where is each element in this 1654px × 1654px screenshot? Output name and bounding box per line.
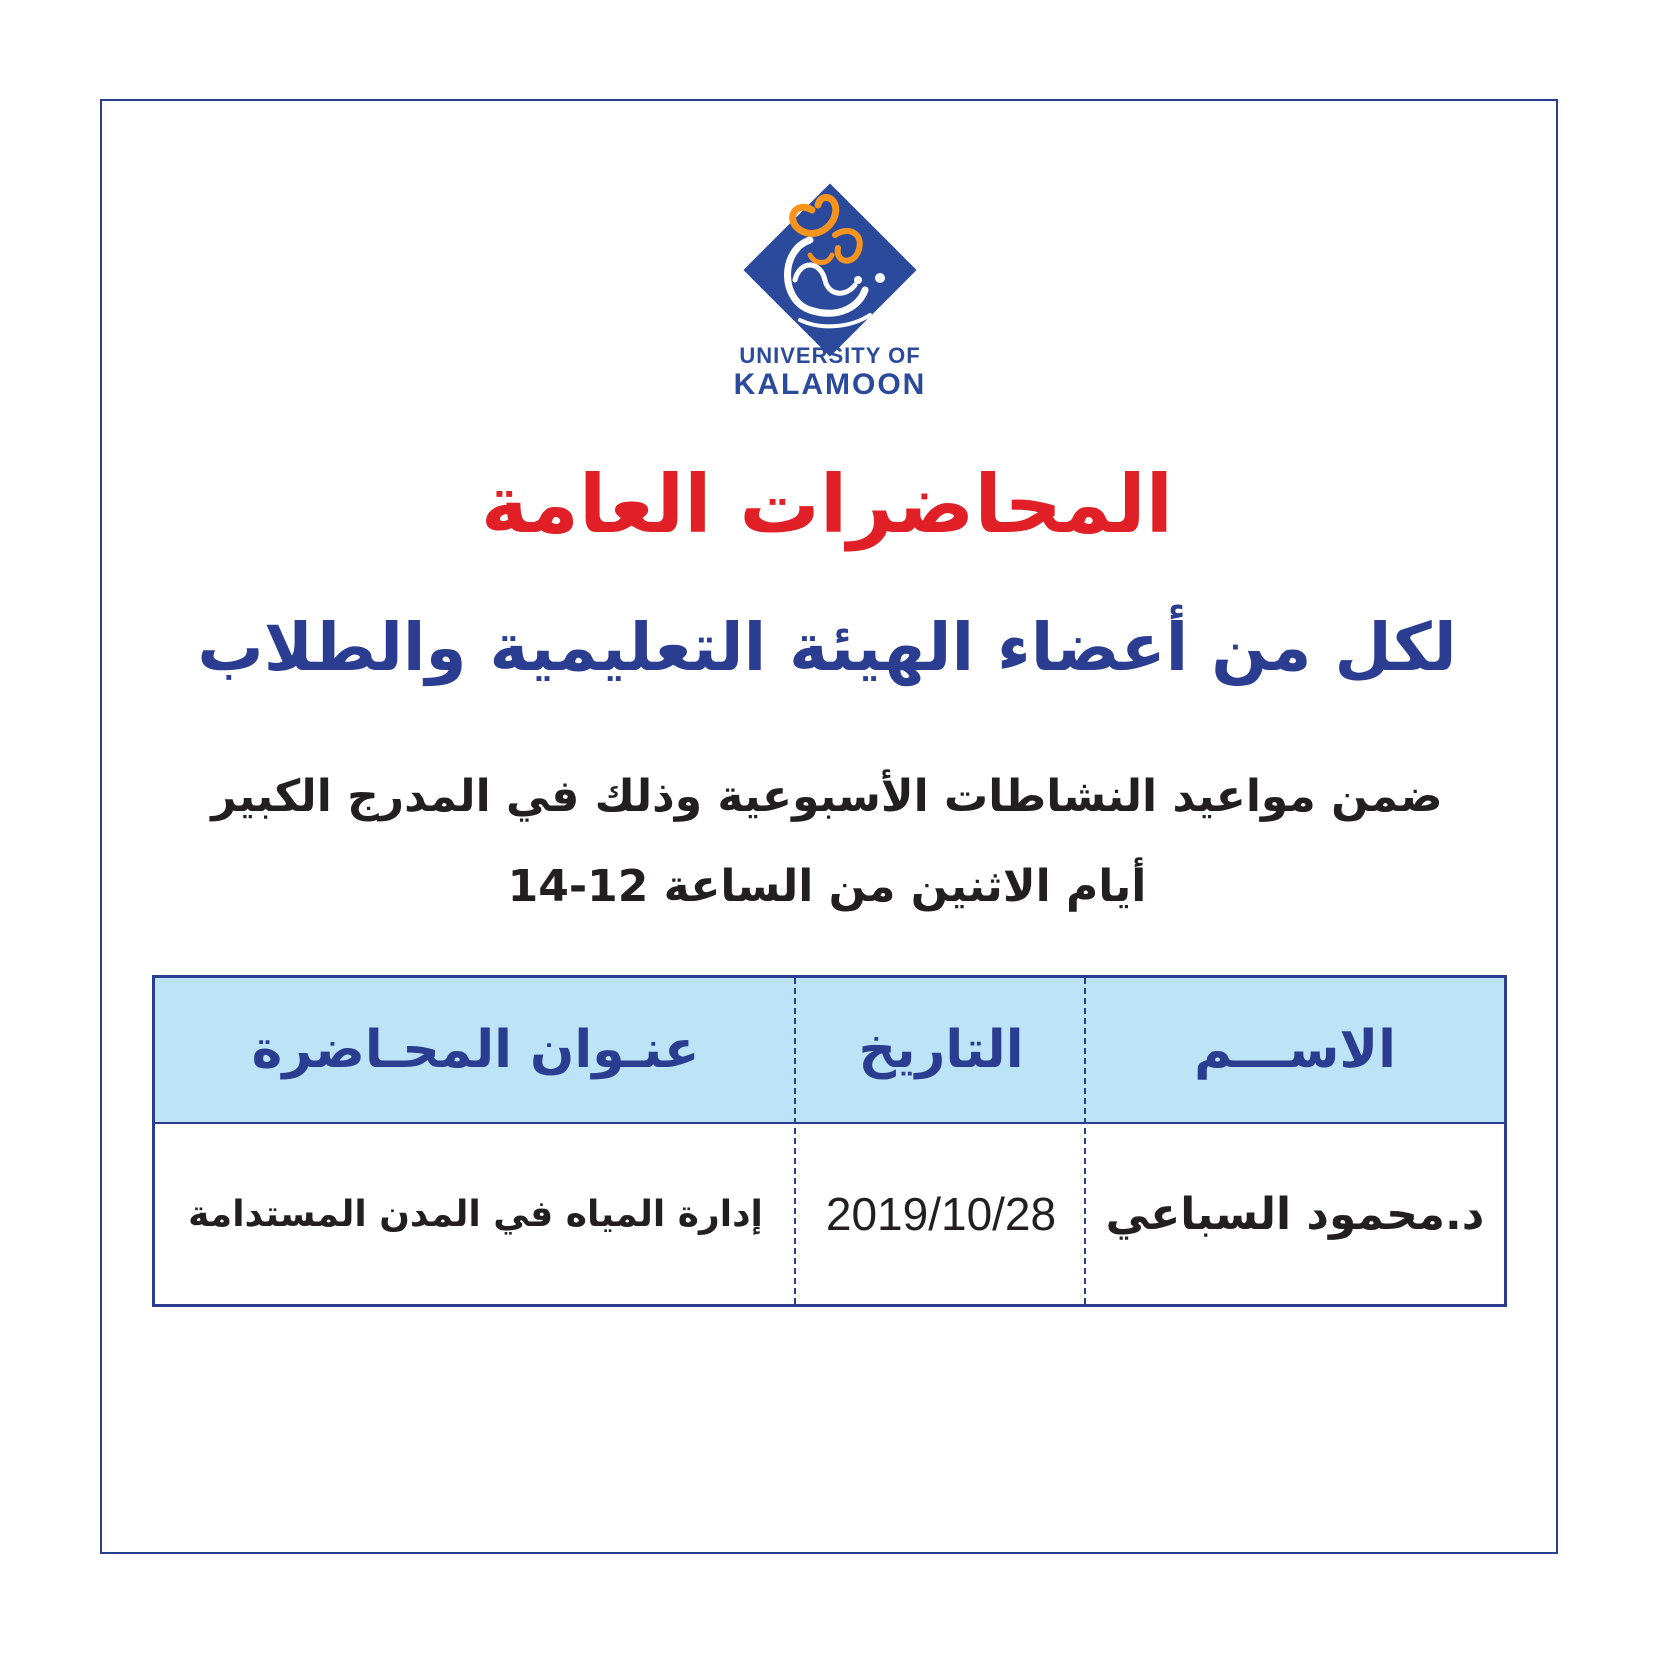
lecturer-name-cell: د.محمود السباعي bbox=[1105, 1188, 1485, 1240]
lecture-schedule-table bbox=[152, 975, 1507, 1307]
column-divider bbox=[794, 978, 796, 1304]
schedule-info-line1: ضمن مواعيد النشاطات الأسبوعية وذلك في المدرج الكبير bbox=[211, 771, 1443, 822]
page-title: المحاضرات العامة bbox=[480, 458, 1174, 551]
column-divider bbox=[1084, 978, 1086, 1304]
lecture-topic-cell: إدارة المياه في المدن المستدامة bbox=[188, 1193, 763, 1235]
page-subtitle: لكل من أعضاء الهيئة التعليمية والطلاب bbox=[197, 609, 1457, 686]
logo-text-line2: KALAMOON bbox=[733, 368, 927, 401]
logo-text-line1: UNIVERSITY OF bbox=[739, 343, 921, 368]
schedule-info-line2: أيام الاثنين من الساعة 12-14 bbox=[507, 861, 1147, 912]
university-logo bbox=[725, 170, 935, 405]
column-header-name: الاســـم bbox=[1194, 1020, 1396, 1080]
lecture-date-cell: 2019/10/28 bbox=[825, 1188, 1057, 1240]
column-header-date: التاريخ bbox=[858, 1020, 1024, 1080]
column-header-topic: عنـوان المحـاضرة bbox=[251, 1020, 700, 1080]
kalamoon-emblem-icon bbox=[740, 180, 920, 360]
